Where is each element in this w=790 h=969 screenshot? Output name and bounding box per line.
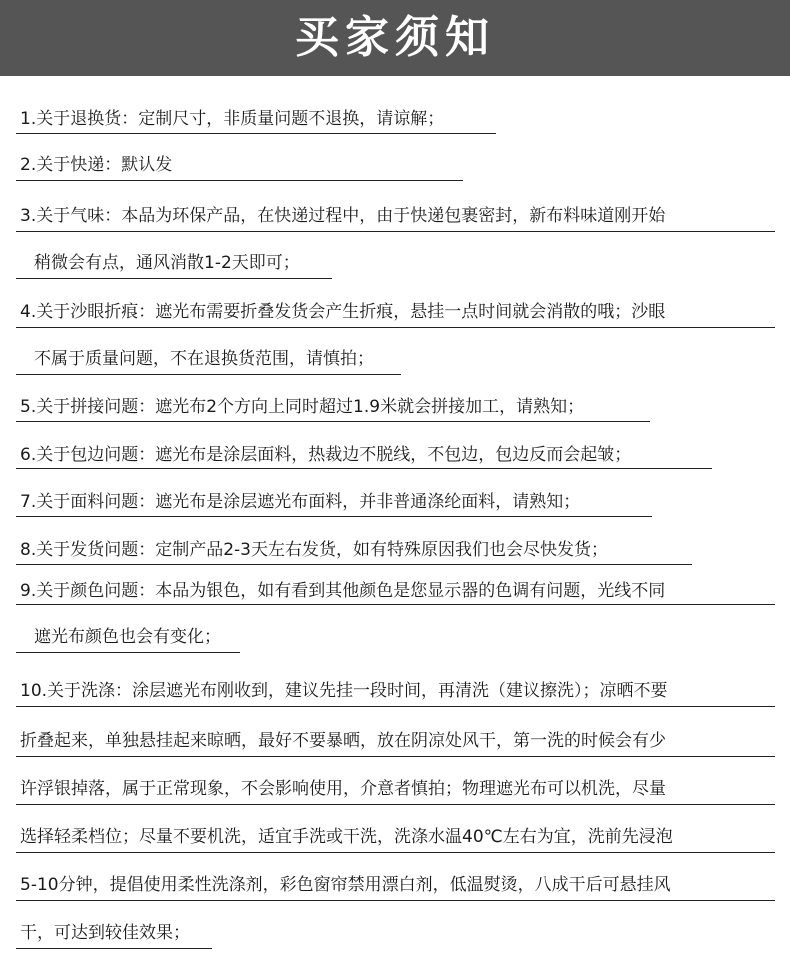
notice-line-15: 许浮银掉落，属于正常现象，不会影响使用，介意者慎拍；物理遮光布可以机洗，尽量	[20, 779, 666, 799]
notice-line-2: 2.关于快递：默认发	[20, 155, 173, 175]
notice-line-1: 1.关于退换货：定制尺寸，非质量问题不退换，请谅解；	[20, 109, 445, 129]
underline-rule-17	[16, 900, 775, 901]
notice-line-3: 3.关于气味：本品为环保产品，在快递过程中，由于快递包裹密封，新布料味道刚开始	[20, 206, 666, 226]
underline-rule-10	[16, 564, 692, 565]
notice-line-14: 折叠起来，单独悬挂起来晾晒，最好不要暴晒，放在阴凉处风干，第一洗的时候会有少	[20, 731, 666, 751]
page-title: 买家须知	[295, 12, 495, 63]
underline-rule-12	[16, 652, 240, 653]
page-header	[0, 0, 790, 76]
notice-line-6: 不属于质量问题，不在退换货范围，请慎拍；	[34, 349, 374, 369]
underline-rule-8	[16, 468, 712, 469]
underline-rule-18	[16, 948, 212, 949]
underline-rule-16	[16, 852, 775, 853]
underline-rule-5	[16, 327, 775, 328]
notice-line-11: 9.关于颜色问题：本品为银色，如有看到其他颜色是您显示器的色调有问题，光线不同	[20, 581, 666, 601]
underline-rule-1	[16, 133, 496, 134]
notice-line-9: 7.关于面料问题：遮光布是涂层遮光布面料，并非普通涤纶面料，请熟知；	[20, 492, 581, 512]
underline-rule-7	[16, 421, 650, 422]
notice-line-8: 6.关于包边问题：遮光布是涂层面料，热裁边不脱线，不包边，包边反而会起皱；	[20, 445, 632, 465]
notice-line-7: 5.关于拼接问题：遮光布2个方向上同时超过1.9米就会拼接加工，请熟知；	[20, 397, 585, 417]
underline-rule-4	[16, 278, 332, 279]
notice-line-5: 4.关于沙眼折痕：遮光布需要折叠发货会产生折痕，悬挂一点时间就会消散的哦；沙眼	[20, 302, 666, 322]
underline-rule-11	[16, 604, 775, 605]
underline-rule-14	[16, 756, 775, 757]
notice-line-17: 5-10分钟，提倡使用柔性洗涤剂，彩色窗帘禁用漂白剂，低温熨烫，八成干后可悬挂风	[20, 875, 671, 895]
underline-rule-13	[16, 706, 775, 707]
underline-rule-2	[16, 180, 463, 181]
notice-line-16: 选择轻柔档位；尽量不要机洗，适宜手洗或干洗，洗涤水温40℃左右为宜，洗前先浸泡	[20, 827, 673, 847]
underline-rule-9	[16, 516, 652, 517]
underline-rule-6	[16, 374, 401, 375]
underline-rule-3	[16, 231, 775, 232]
notice-line-13: 10.关于洗涤：涂层遮光布刚收到，建议先挂一段时间，再清洗（建议擦洗）；凉晒不要	[20, 681, 668, 701]
notice-line-18: 干，可达到较佳效果；	[20, 923, 190, 943]
notice-line-12: 遮光布颜色也会有变化；	[34, 627, 221, 647]
notice-line-4: 稍微会有点，通风消散1-2天即可；	[34, 253, 300, 273]
underline-rule-15	[16, 804, 775, 805]
notice-line-10: 8.关于发货问题：定制产品2-3天左右发货，如有特殊原因我们也会尽快发货；	[20, 540, 608, 560]
